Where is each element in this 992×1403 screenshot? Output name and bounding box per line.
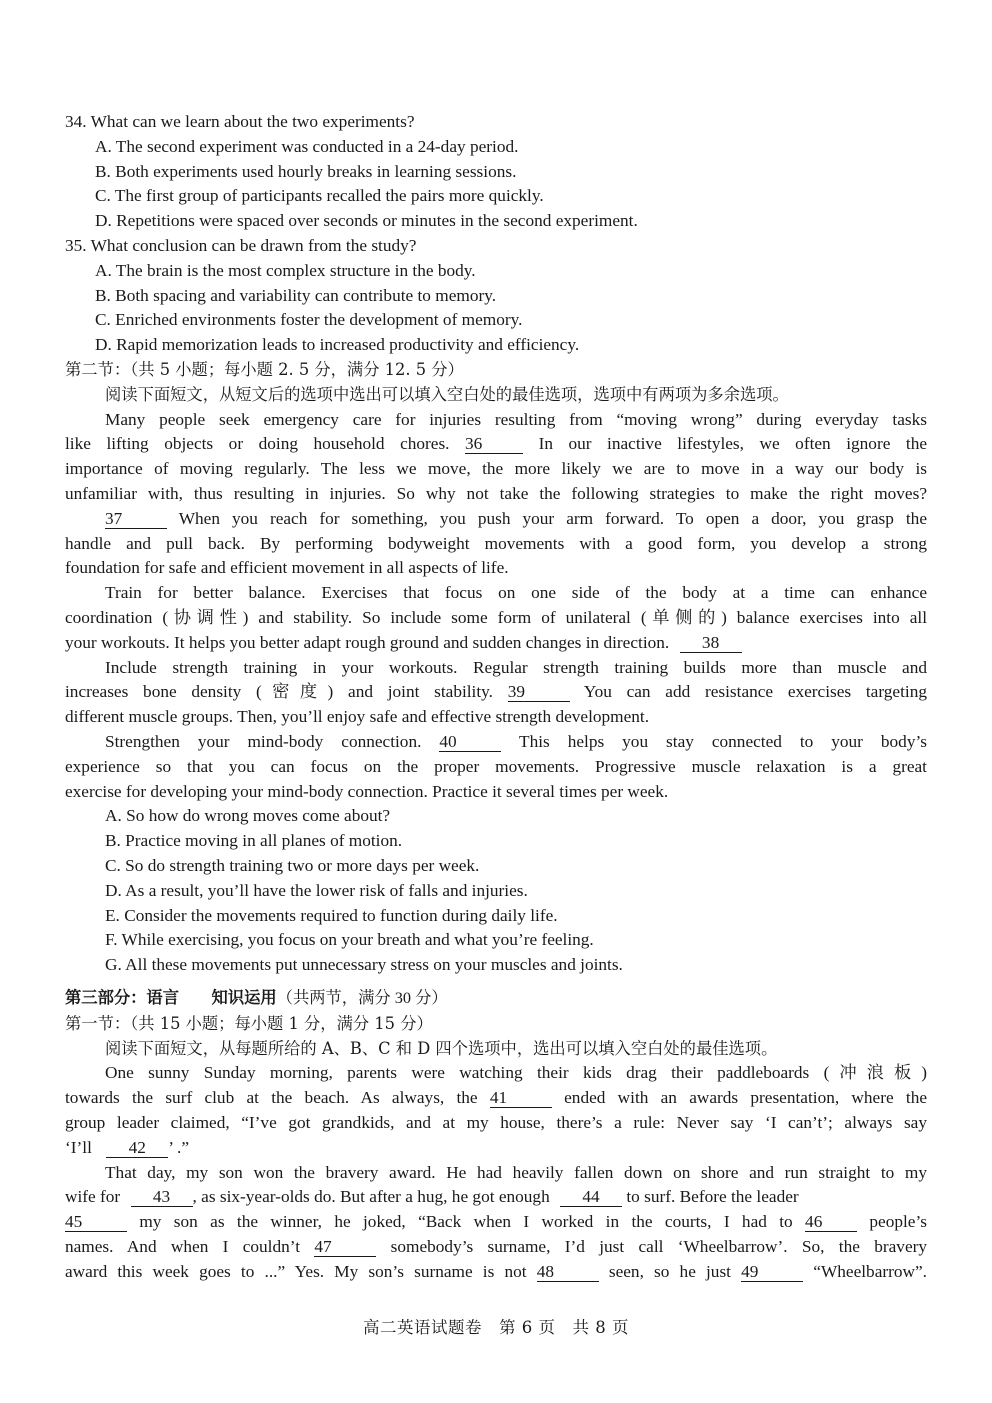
blank-37[interactable]: 37 <box>105 510 167 529</box>
q35-option-c: C. Enriched environments foster the development of memory. <box>95 310 523 330</box>
section-2-option-a: A. So how do wrong moves come about? <box>105 806 391 826</box>
passage-line: Train for better balance. Exercises that focus on one side of the body at a time can enhance <box>105 583 927 603</box>
blank-44[interactable]: 44 <box>560 1188 622 1207</box>
passage-line: Many people seek emergency care for injuries resulting from “moving wrong” during everyday tasks <box>105 409 927 429</box>
passage-line: different muscle groups. Then, you’ll enjoy safe and effective strength development. <box>65 707 650 727</box>
page-footer: 高二英语试题卷 第 6 页 共 8 页 <box>363 1318 629 1337</box>
passage-line: wife for 43 , as six-year-olds do. But after a hug, he got enough 44 to surf. Before the leader <box>65 1187 799 1207</box>
passage-line: foundation for safe and efficient movement in all aspects of life. <box>65 558 509 578</box>
blank-36[interactable]: 36 <box>465 435 523 454</box>
exam-page <box>65 110 927 1285</box>
passage-line: experience so that you can focus on the proper movements. Progressive muscle relaxation is a great <box>65 756 927 776</box>
section-2-option-f: F. While exercising, you focus on your breath and what you’re feeling. <box>105 930 594 950</box>
q34-option-a: A. The second experiment was conducted in a 24-day period. <box>95 136 519 156</box>
passage-line: Strengthen your mind-body connection. 40 This helps you stay connected to your body’s <box>105 731 927 751</box>
passage-line: exercise for developing your mind-body connection. Practice it several times per week. <box>65 781 669 801</box>
q34-option-d: D. Repetitions were spaced over seconds or minutes in the second experiment. <box>95 211 638 231</box>
blank-47[interactable]: 47 <box>314 1238 376 1257</box>
blank-42[interactable]: 42 <box>106 1139 168 1158</box>
q35-option-a: A. The brain is the most complex structure in the body. <box>95 260 476 280</box>
blank-41[interactable]: 41 <box>490 1089 552 1108</box>
blank-48[interactable]: 48 <box>537 1263 599 1282</box>
passage-line: names. And when I couldn’t 47 somebody’s surname, I’d just call ‘Wheelbarrow’. So, the bravery <box>65 1237 928 1257</box>
passage-line: That day, my son won the bravery award. He had heavily fallen down on shore and run straight to my <box>105 1162 927 1182</box>
passage-line: coordination (协调性) and stability. So include some form of unilateral (单侧的) balance exercises into all <box>65 607 927 627</box>
part-3-heading: 第三部分：语言 知识运用（共两节，满分 30 分） <box>65 987 448 1007</box>
section-2-option-b: B. Practice moving in all planes of motion. <box>105 831 403 851</box>
blank-46[interactable]: 46 <box>805 1213 857 1232</box>
section-2-option-e: E. Consider the movements required to function during daily life. <box>105 905 558 925</box>
section-2-option-d: D. As a result, you’ll have the lower risk of falls and injuries. <box>105 880 528 900</box>
blank-40[interactable]: 40 <box>439 733 501 752</box>
section-2-heading: 第二节：（共 5 小题；每小题 2. 5 分，满分 12. 5 分） <box>65 359 464 379</box>
passage-line: your workouts. It helps you better adapt rough ground and sudden changes in direction. 38 <box>65 631 927 656</box>
section-2-instruction: 阅读下面短文，从短文后的选项中选出可以填入空白处的最佳选项，选项中有两项为多余选项。 <box>105 384 789 404</box>
passage-line: Include strength training in your workouts. Regular strength training builds more than muscle and <box>105 657 927 677</box>
question-34-stem: 34. What can we learn about the two experiments? <box>65 112 415 131</box>
passage-line: towards the surf club at the beach. As always, the 41 ended with an awards presentation, where the <box>65 1088 928 1108</box>
blank-49[interactable]: 49 <box>741 1263 803 1282</box>
part-3-section-1-heading: 第一节：（共 15 小题；每小题 1 分，满分 15 分） <box>65 1013 433 1033</box>
section-2-option-g: G. All these movements put unnecessary stress on your muscles and joints. <box>105 955 623 975</box>
passage-line: handle and pull back. By performing bodyweight movements with a good form, you develop a strong <box>65 533 927 553</box>
q35-option-b: B. Both spacing and variability can contribute to memory. <box>95 285 497 305</box>
passage-line: One sunny Sunday morning, parents were watching their kids drag their paddleboards (冲浪板) <box>105 1063 927 1083</box>
blank-39[interactable]: 39 <box>508 683 570 702</box>
passage-line: unfamiliar with, thus resulting in injuries. So why not take the following strategies to make the right moves? <box>65 483 927 503</box>
passage-line: 45 my son as the winner, he joked, “Back when I worked in the courts, I had to 46 people’s <box>65 1212 927 1232</box>
blank-38[interactable]: 38 <box>680 634 742 653</box>
passage-line: 37 When you reach for something, you push your arm forward. To open a door, you grasp the <box>105 508 927 528</box>
q34-option-c: C. The first group of participants recalled the pairs more quickly. <box>95 186 544 206</box>
blank-43[interactable]: 43 <box>131 1188 193 1207</box>
question-35-stem: 35. What conclusion can be drawn from the study? <box>65 235 417 255</box>
passage-line: importance of moving regularly. The less we move, the more likely we are to move in a way our body is <box>65 459 927 479</box>
section-2-option-c: C. So do strength training two or more days per week. <box>105 855 480 875</box>
passage-line: group leader claimed, “I’ve got grandkids, and at my house, there’s a rule: Never say ‘I can’t’; always say <box>65 1113 927 1133</box>
passage-line: award this week goes to ...” Yes. My son’s surname is not 48 seen, so he just 49 “Wheelbarrow”. <box>65 1261 927 1281</box>
passage-line: increases bone density (密度) and joint stability. 39 You can add resistance exercises targeting <box>65 682 927 702</box>
blank-45[interactable]: 45 <box>65 1213 127 1232</box>
passage-line: ‘I’ll 42 ’ .” <box>65 1137 189 1157</box>
part-3-instruction: 阅读下面短文，从每题所给的 A、B、C 和 D 四个选项中，选出可以填入空白处的最佳选项。 <box>105 1038 778 1058</box>
passage-line: like lifting objects or doing household chores. 36 In our inactive lifestyles, we often ignore the <box>65 434 928 454</box>
q35-option-d: D. Rapid memorization leads to increased productivity and efficiency. <box>95 335 580 355</box>
q34-option-b: B. Both experiments used hourly breaks in learning sessions. <box>95 161 517 181</box>
